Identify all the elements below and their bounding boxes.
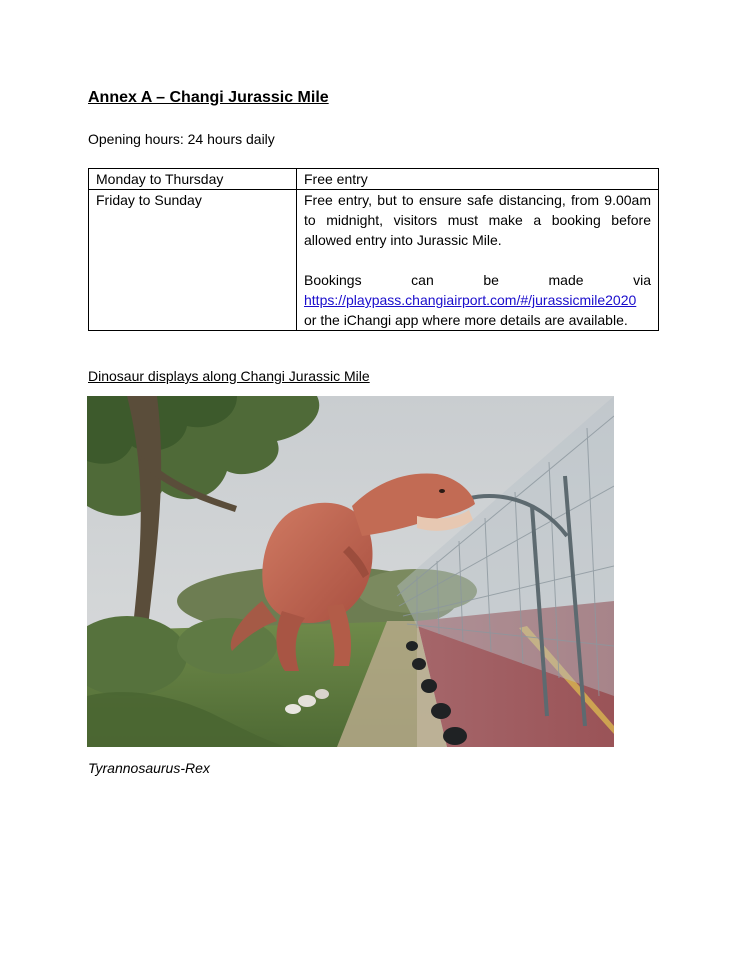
section-heading: Dinosaur displays along Changi Jurassic Mile (88, 368, 370, 384)
table-cell-details: Free entry (297, 169, 659, 190)
table-cell-details (297, 190, 659, 331)
table-cell-days: Friday to Sunday (89, 190, 297, 331)
page-title: Annex A – Changi Jurassic Mile (88, 89, 329, 106)
table-row (89, 190, 659, 331)
opening-hours: Opening hours: 24 hours daily (88, 131, 275, 147)
paragraph-gap (304, 250, 651, 270)
tyrannosaurus-photo-illustration (87, 396, 614, 747)
booking-link-line (304, 290, 651, 310)
dinosaur-photo (87, 396, 614, 747)
table-cell-days: Monday to Thursday (89, 169, 297, 190)
table-row (89, 169, 659, 190)
photo-caption: Tyrannosaurus-Rex (88, 760, 210, 776)
entry-note: Free entry, but to ensure safe distancing, from 9.00am to midnight, visitors must make a booking before allowed entry into Jurassic Mile. (304, 192, 651, 248)
booking-prefix: Bookings can be made via (304, 272, 651, 288)
schedule-table (88, 168, 659, 331)
booking-link[interactable]: https://playpass.changiairport.com/#/jurassicmile2020 (304, 292, 637, 308)
booking-suffix: or the iChangi app where more details are available. (304, 312, 628, 328)
